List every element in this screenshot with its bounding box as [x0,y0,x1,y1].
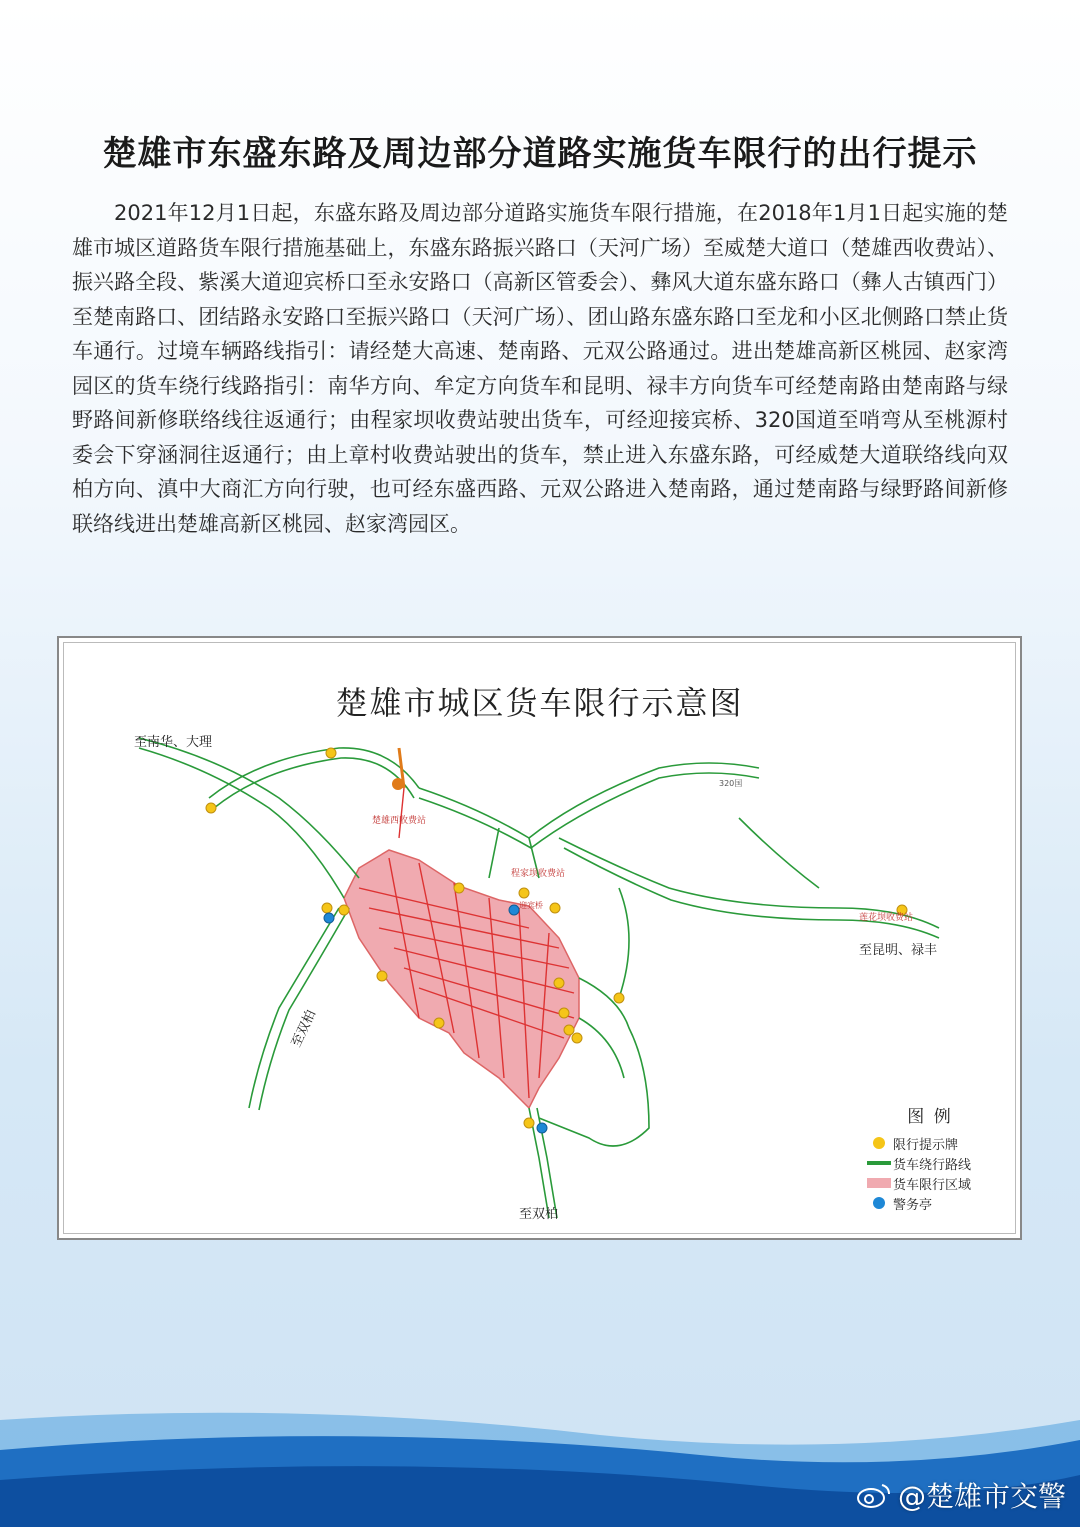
legend-item-detour: 货车绕行路线 [865,1153,1015,1173]
label-g320: 320国 [719,779,743,788]
notice-paragraph: 2021年12月1日起，东盛东路及周边部分道路实施货车限行措施，在2018年1月1日起实施的楚雄市城区道路货车限行措施基础上，东盛东路振兴路口（天河广场）至威楚大道口（楚雄西收费站）、振兴路全段、紫溪大道迎宾桥口至永安路口（高新区管委会）、彝风大道东盛东路口（彝人古镇西门）至楚南路口、团结路永安路口至振兴路口（天河广场）、团山路东盛东路口至龙和小区北侧路口禁止货车通行。过境车辆路线指引：请经楚大高速、楚南路、元双公路通过。进出楚雄高新区桃园、赵家湾园区的货车绕行线路指引：南华方向、牟定方向货车和昆明、禄丰方向货车可经楚南路由楚南路与绿野路间新修联络线往返通行；由程家坝收费站驶出货车，可经迎接宾桥、320国道至哨弯从至桃源村委会下穿涵洞往返通行；由上章村收费站驶出的货车，禁止进入东盛东路，可经威楚大道联络线向双柏方向、滇中大商汇方向行驶，也可经东盛西路、元双公路进入楚南路，通过楚南路与绿野路间新修联络线进出楚雄高新区桃园、赵家湾园区。 [72,201,1008,536]
label-nanhua-dali: 至南华、大理 [134,735,213,750]
legend-item-sign: 限行提示牌 [865,1133,1015,1153]
label-kunming-lufeng: 至昆明、禄丰 [859,943,938,958]
map-legend [865,1102,1015,1213]
label-shuangbai-bottom: 至双柏 [519,1207,559,1222]
map-frame [57,636,1022,1240]
legend-item-zone: 货车限行区域 [865,1173,1015,1193]
map-title: 楚雄市城区货车限行示意图 [335,684,744,722]
label-shuangbai-left: 至双柏 [289,1007,320,1050]
zone-swatch-icon [867,1178,891,1188]
legend-item-police: 警务亭 [865,1193,1015,1213]
detour-line-icon [867,1161,891,1165]
label-yingbin-bridge: 迎宾桥 [519,901,543,910]
watermark-text: @楚雄市交警 [897,1480,1066,1513]
police-dot-icon [873,1197,885,1209]
label-lianhuaba-toll: 莲花坝收费站 [859,913,914,923]
sign-dot-icon [873,1137,885,1149]
label-west-toll: 楚雄西收费站 [372,816,427,826]
legend-title: 图 例 [907,1107,953,1127]
weibo-watermark [856,1475,1066,1515]
page-title: 楚雄市东盛东路及周边部分道路实施货车限行的出行提示 [102,134,978,174]
label-chengjiaba-toll: 程家坝收费站 [511,869,566,879]
weibo-icon [856,1481,892,1509]
interchange-marker [392,778,404,790]
